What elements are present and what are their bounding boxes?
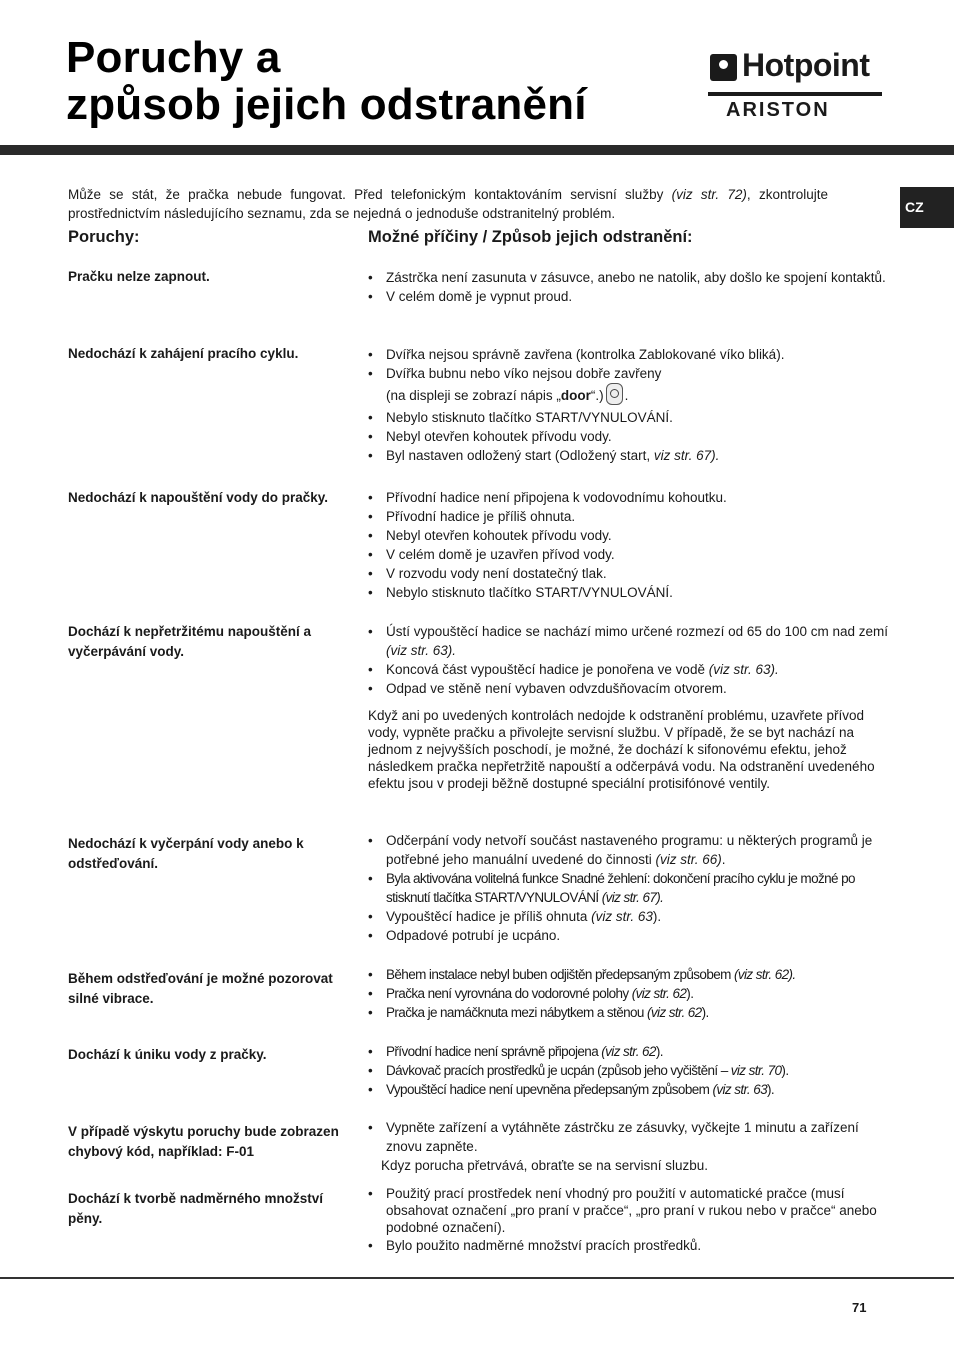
page-reference: (viz str. 67).	[601, 890, 664, 905]
cause-text-end: ).	[767, 1082, 775, 1097]
cause-item	[368, 984, 893, 1003]
language-tab: CZ	[900, 187, 954, 228]
cause-item	[368, 965, 893, 984]
cause-text-end: ).	[781, 1063, 789, 1078]
page-title	[66, 34, 587, 128]
cause-text: Vypouštěcí hadice není upevněna předepsaným způsobem	[386, 1082, 713, 1097]
cause-item: • Bylo použito nadměrné množství pracích prostředků.	[368, 1236, 893, 1255]
cause-item: • Dvířka nejsou správně zavřena (kontrolka Zablokované víko bliká).	[368, 345, 893, 364]
problem-8: Dochází k tvorbě nadměrného množství pěny.	[68, 1191, 324, 1226]
cause-text-end: ).	[686, 986, 694, 1001]
page-reference: (viz str. 66)	[655, 852, 722, 867]
cause-note: Kdyz porucha přetrvává, obraťte se na servisní sluzbu.	[381, 1158, 708, 1173]
causes-7	[368, 1118, 893, 1175]
causes-4	[368, 831, 893, 945]
intro-reference: (viz str. 72)	[671, 187, 747, 202]
cause-text: Pračka je namáčknuta mezi nábytkem a stěnou	[386, 1005, 647, 1020]
cause-item	[368, 869, 893, 907]
cause-text: Pračka není vyrovnána do vodorovné polohy	[386, 986, 632, 1001]
cause-item-display-note: (na displeji se zobrazí nápis „door“.) .	[368, 383, 893, 408]
problem-4: Nedochází k vyčerpání vody anebo k odstřeďování.	[68, 836, 304, 871]
cause-item	[368, 660, 893, 679]
cause-item: • Vypněte zařízení a vytáhněte zástrčku ze zásuvky, vyčkejte 1 minutu a zařízení znovu zapněte.	[368, 1118, 893, 1156]
cause-item: • Použitý prací prostředek není vhodný pro použití v automatické pračce (musí obsahovat označení „pro praní v pračce“, „pro praní v rukou nebo v pračce“ anebo podobné označení).	[368, 1185, 893, 1236]
power-button-icon	[606, 383, 623, 405]
causes-6	[368, 1042, 893, 1099]
page-reference: viz str. 67).	[653, 448, 720, 463]
problem-1: Nedochází k zahájení pracího cyklu.	[68, 346, 299, 361]
cause-item: • Nebylo stisknuto tlačítko START/VYNULOVÁNÍ.	[368, 408, 893, 427]
logo-brand-name: Hotpoint	[742, 47, 870, 83]
cause-text: Vypouštěcí hadice je příliš ohnuta	[386, 909, 592, 924]
causes-1	[368, 345, 893, 465]
logo-divider	[708, 92, 882, 96]
cause-item	[368, 446, 893, 465]
cause-text: Odčerpání vody netvoří součást nastaveného programu: u některých programů je potřebné jeho manuální uvedené do činnosti	[386, 833, 873, 867]
page-reference: (viz str. 63	[591, 909, 653, 924]
cause-text-end: ).	[701, 1005, 709, 1020]
causes-column-heading: Možné příčiny / Způsob jejich odstranění:	[368, 228, 693, 246]
causes-2	[368, 488, 893, 602]
cause-text-end: .	[721, 852, 726, 867]
cause-item: • Přívodní hadice není připojena k vodovodnímu kohoutku.	[368, 488, 893, 507]
cause-item: • Zástrčka není zasunuta v zásuvce, anebo ne natolik, aby došlo ke spojení kontaktů.	[368, 268, 893, 287]
cause-item	[368, 1061, 893, 1080]
page-reference: (viz str. 62	[647, 1005, 702, 1020]
problem-7: V případě výskytu poruchy bude zobrazen chybový kód, například: F-01	[68, 1124, 339, 1159]
page-title-line-2: způsob jejich odstranění	[66, 80, 587, 129]
cause-item	[368, 907, 893, 926]
page-reference: (viz str. 63).	[708, 662, 779, 677]
cause-text: Ústí vypouštěcí hadice se nachází mimo určené rozmezí od 65 do 100 cm nad zemí	[386, 624, 888, 639]
header-rule	[0, 145, 954, 155]
cause-item: • Nebylo stisknuto tlačítko START/VYNULOVÁNÍ.	[368, 583, 893, 602]
problem-5: Během odstřeďování je možné pozorovat silné vibrace.	[68, 971, 333, 1006]
cause-item: • V rozvodu vody není dostatečný tlak.	[368, 564, 893, 583]
intro-part-2: , zkontrolujte prostřednictvím následujícího seznamu, zda se nejedná o jednoduše odstranitelný problém.	[68, 187, 828, 221]
cause-item: • Nebyl otevřen kohoutek přívodu vody.	[368, 526, 893, 545]
cause-item: • V celém domě je vypnut proud.	[368, 287, 893, 306]
problem-2: Nedochází k napouštění vody do pračky.	[68, 490, 329, 505]
cause-item: • Přívodní hadice je příliš ohnuta.	[368, 507, 893, 526]
cause-text: Během instalace nebyl buben odjištěn předepsaným způsobem	[386, 967, 734, 982]
footer-rule	[0, 1277, 954, 1279]
causes-8	[368, 1185, 893, 1255]
problem-3: Dochází k nepřetržitému napouštění a vyčerpávání vody.	[68, 624, 312, 659]
cause-item: • Nebyl otevřen kohoutek přívodu vody.	[368, 427, 893, 446]
cause-item: • Odpad ve stěně není vybaven odvzdušňovacím otvorem.	[368, 679, 893, 698]
display-note-end: “.)	[590, 388, 604, 403]
causes-5	[368, 965, 893, 1022]
cause-text: Byla aktivována volitelná funkce Snadné žehlení: dokončení pracího cyklu je možné po stisknutí tlačítka START/VYNULOVÁNÍ	[386, 871, 855, 905]
cause-text: Přívodní hadice není správně připojena	[386, 1044, 602, 1059]
cause-text: Koncová část vypouštěcí hadice je ponořena ve vodě	[386, 662, 709, 677]
display-note-text: (na displeji se zobrazí nápis „	[386, 388, 561, 403]
problem-0: Pračku nelze zapnout.	[68, 269, 210, 284]
cause-item: • V celém domě je uzavřen přívod vody.	[368, 545, 893, 564]
cause-item	[368, 622, 893, 660]
page-reference: (viz str. 63	[712, 1082, 768, 1097]
intro-part-1: Může se stát, že pračka nebude fungovat. Před telefonickým kontaktováním servisní služby	[68, 187, 672, 202]
causes-3	[368, 622, 893, 792]
page-reference: (viz str. 63).	[386, 643, 457, 658]
problems-column-heading: Poruchy:	[68, 228, 140, 246]
page-reference: (viz str. 62).	[733, 967, 796, 982]
page-title-line-1: Poruchy a	[66, 33, 281, 82]
hotpoint-logo-icon	[710, 54, 737, 81]
logo-brand-sub: ARISTON	[726, 99, 830, 121]
cause-note: Když ani po uvedených kontrolách nedojde k odstranění problému, uzavřete přívod vody, vypněte pračku a přivolejte servisní službu. V případě, že se byt nachází na jednom z nejvyšších poschodí, je možné, že dochází k sifonovému efektu, jehož následkem pračka nepřetržitě napouští a odčerpává vodu. Na odstranění uvedeného efektu jsou v prodeji běžně dostupné speciální protisifónové ventily.	[368, 708, 875, 791]
cause-item	[368, 1042, 893, 1061]
cause-item	[368, 831, 893, 869]
cause-text: Byl nastaven odložený start (Odložený start,	[386, 448, 654, 463]
cause-text-end: ).	[652, 909, 662, 924]
page-number: 71	[852, 1300, 867, 1315]
cause-item: • Odpadové potrubí je ucpáno.	[368, 926, 893, 945]
page-reference: (viz str. 62	[631, 986, 687, 1001]
page-reference: (viz str. 62	[601, 1044, 656, 1059]
cause-text-end: ).	[655, 1044, 663, 1059]
problem-6: Dochází k úniku vody z pračky.	[68, 1047, 267, 1062]
cause-item: • Dvířka bubnu nebo víko nejsou dobře zavřeny	[368, 364, 893, 383]
cause-item	[368, 1003, 893, 1022]
door-label: door	[560, 388, 591, 403]
causes-0	[368, 268, 893, 306]
page-reference: viz str. 70	[730, 1063, 782, 1078]
intro-text	[68, 185, 828, 223]
cause-item	[368, 1080, 893, 1099]
cause-text: Dávkovač pracích prostředků je ucpán (způsob jeho vyčištění –	[386, 1063, 731, 1078]
hotpoint-ariston-logo	[708, 47, 884, 124]
